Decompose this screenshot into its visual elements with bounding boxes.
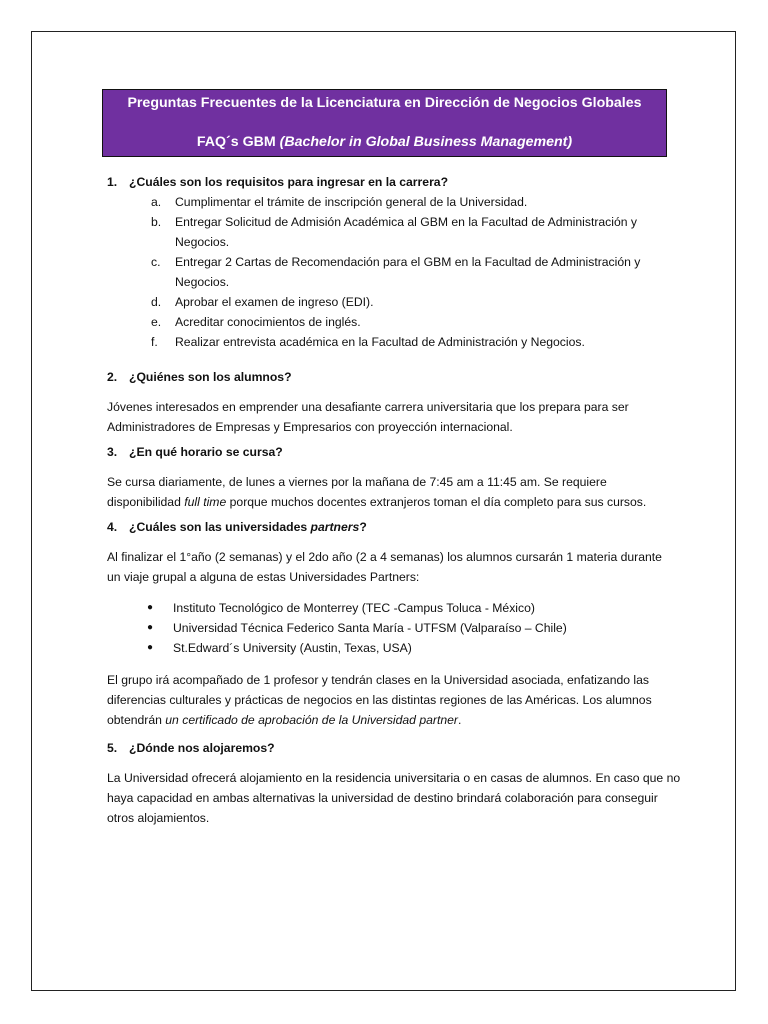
item-letter: b.: [151, 215, 162, 229]
question-number: 3.: [107, 445, 118, 459]
question-number: 2.: [107, 370, 118, 384]
question-1: [107, 172, 682, 192]
partner-universities-list: [107, 598, 682, 658]
university-name: St.Edward´s University (Austin, Texas, USA): [173, 641, 412, 655]
list-item: [151, 192, 682, 212]
question-4: [107, 517, 682, 537]
subtitle-italic: (Bachelor in Global Business Management): [279, 134, 573, 150]
item-text: Cumplimentar el trámite de inscripción general de la Universidad.: [175, 195, 528, 209]
list-item: [151, 292, 682, 312]
answer-2: Jóvenes interesados en emprender una desafiante carrera universitaria que los prepara para ser Administradores de Empresas y Empresarios con proyección internacional.: [107, 400, 629, 434]
university-name: Universidad Técnica Federico Santa María - UTFSM (Valparaíso – Chile): [173, 621, 567, 635]
list-item: [147, 618, 682, 638]
bullet-icon: ●: [147, 622, 154, 633]
page-title: Preguntas Frecuentes de la Licenciatura en Dirección de Negocios Globales: [127, 95, 642, 111]
item-letter: a.: [151, 195, 162, 209]
faq-content: [107, 172, 682, 828]
item-letter: e.: [151, 315, 162, 329]
item-text: Aprobar el examen de ingreso (EDI).: [175, 295, 374, 309]
question-4-italic: partners: [310, 520, 360, 534]
answer-5: La Universidad ofrecerá alojamiento en la residencia universitaria o en casas de alumnos. En caso que no haya capacidad en ambas alternativas la universidad de destino brindará colaboración para conseguir otros alojamientos.: [107, 771, 681, 825]
question-number: 5.: [107, 741, 118, 755]
partners-outro-text-end: .: [457, 713, 462, 727]
question-2: [107, 367, 682, 387]
question-4-text-end: ?: [359, 520, 367, 534]
item-text: Realizar entrevista académica en la Facultad de Administración y Negocios.: [175, 335, 585, 349]
question-number: 1.: [107, 175, 118, 189]
item-text: Acreditar conocimientos de inglés.: [175, 315, 361, 329]
list-item: [151, 312, 682, 332]
question-number: 4.: [107, 520, 118, 534]
list-item: [151, 212, 682, 252]
answer-3: [107, 472, 682, 512]
requirements-list: [107, 192, 682, 352]
list-item: [151, 252, 682, 292]
question-text: ¿Dónde nos alojaremos?: [129, 741, 275, 755]
list-item: [147, 638, 682, 658]
question-text: [129, 517, 367, 537]
page-subtitle: [103, 134, 666, 150]
bullet-icon: ●: [147, 642, 154, 653]
header-banner: [102, 89, 667, 157]
partners-outro-italic: un certificado de aprobación de la Universidad partner: [165, 713, 458, 727]
question-5: [107, 738, 682, 758]
item-letter: f.: [151, 335, 158, 349]
question-text: ¿En qué horario se cursa?: [129, 445, 283, 459]
item-letter: c.: [151, 255, 161, 269]
bullet-icon: ●: [147, 602, 154, 613]
question-3: [107, 442, 682, 462]
item-letter: d.: [151, 295, 162, 309]
question-text: ¿Cuáles son los requisitos para ingresar en la carrera?: [129, 175, 449, 189]
item-text: Entregar Solicitud de Admisión Académica al GBM en la Facultad de Administración y Negocios.: [175, 215, 638, 249]
list-item: [147, 598, 682, 618]
answer-3-text-end: porque muchos docentes extranjeros toman el día completo para sus cursos.: [226, 495, 647, 509]
partners-outro: [107, 670, 682, 730]
university-name: Instituto Tecnológico de Monterrey (TEC -Campus Toluca - México): [173, 601, 535, 615]
list-item: [151, 332, 682, 352]
item-text: Entregar 2 Cartas de Recomendación para el GBM en la Facultad de Administración y Negocios.: [175, 255, 641, 289]
subtitle-main: FAQ´s GBM: [196, 134, 280, 150]
answer-3-italic: full time: [184, 495, 227, 509]
answer-3-text: Se cursa diariamente, de lunes a viernes por la mañana de 7:45 am a 11:45 am. Se requiere disponibilidad: [107, 475, 607, 509]
question-text: ¿Quiénes son los alumnos?: [129, 370, 292, 384]
question-4-text: ¿Cuáles son las universidades: [129, 520, 311, 534]
partners-intro: Al finalizar el 1°año (2 semanas) y el 2do año (2 a 4 semanas) los alumnos cursarán 1 materia durante un viaje grupal a alguna de estas Universidades Partners:: [107, 550, 662, 584]
partners-outro-text: El grupo irá acompañado de 1 profesor y tendrán clases en la Universidad asociada, enfatizando las diferencias culturales y prácticas de negocios en las distintas regiones de las Américas. Los alumnos obtendrán: [107, 673, 652, 727]
